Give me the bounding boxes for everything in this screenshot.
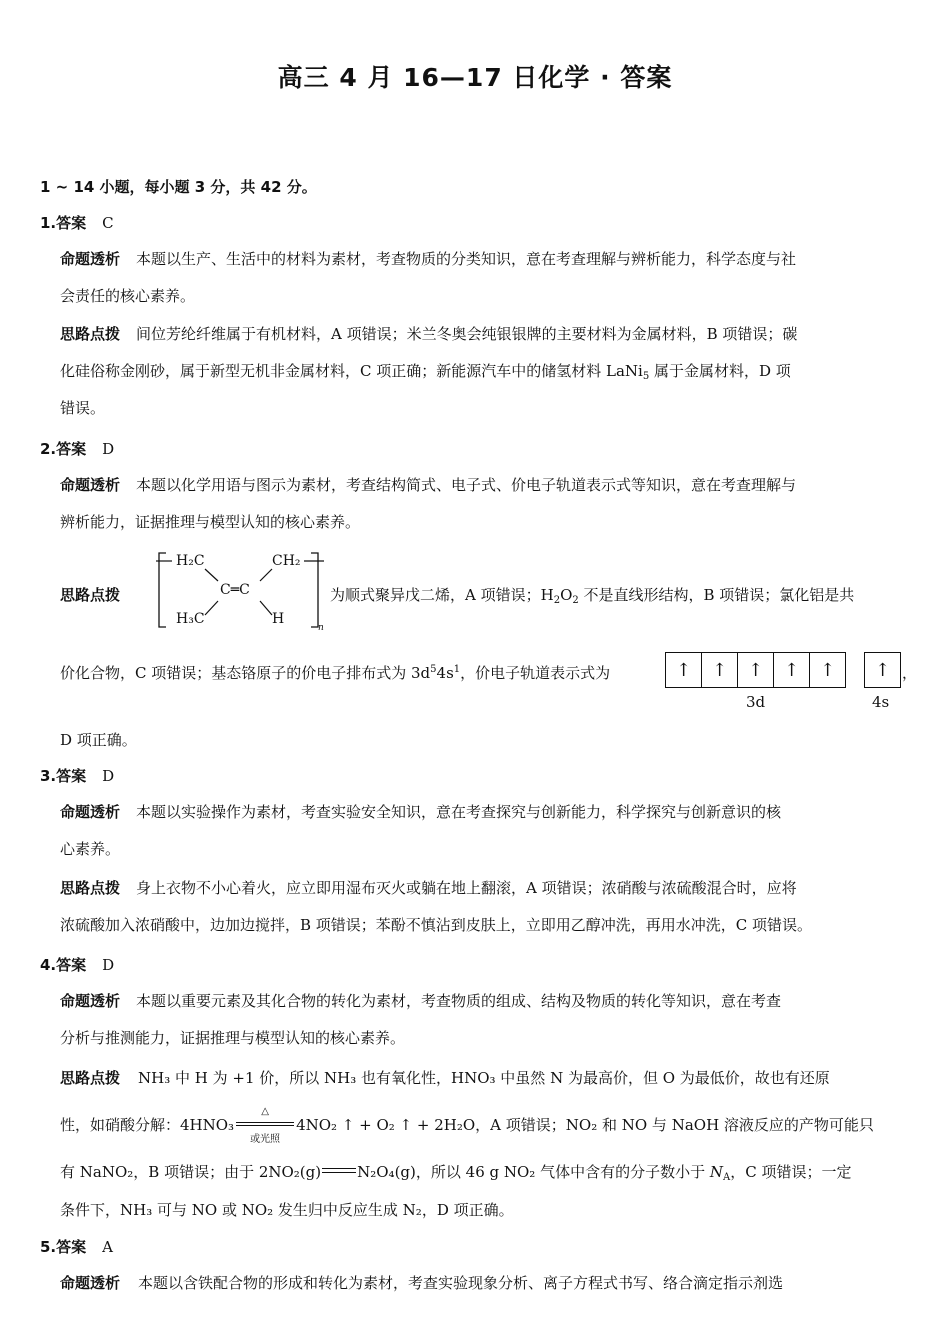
label-3d: 3d bbox=[746, 693, 766, 711]
q5-answer-label: 答案 bbox=[56, 1238, 87, 1256]
q1-hint bbox=[60, 316, 910, 427]
q3-hint-label: 思路点拨 bbox=[60, 879, 121, 897]
q4-hint-text-1: NH₃ 中 H 为 +1 价，所以 NH₃ 也有氧化性，HNO₃ 中虽然 N 为最高价，但 O 为最低价，故也有还原 bbox=[138, 1069, 830, 1087]
q2-hint-text-2a: 价化合物，C 项错误；基态铬原子的价电子排布式为 3d bbox=[60, 664, 431, 682]
q4-number: 4. bbox=[40, 956, 57, 974]
q1-answer-label: 答案 bbox=[56, 214, 87, 232]
q2-analysis-text-1: 本题以化学用语与图示为素材，考查结构简式、电子式、价电子轨道表示式等知识，意在考查理解与 bbox=[136, 476, 797, 494]
q5-answer-line bbox=[40, 1236, 113, 1257]
q4-analysis-text-2: 分析与推测能力，证据推理与模型认知的核心素养。 bbox=[60, 1029, 406, 1047]
struct-h2c: H₂C bbox=[176, 553, 205, 569]
q3-analysis-text-2: 心素养。 bbox=[60, 840, 121, 858]
q3-number: 3. bbox=[40, 767, 57, 785]
avogadro-sub: A bbox=[722, 1172, 731, 1183]
q4-hint-text-3c: ，C 项错误；一定 bbox=[730, 1163, 852, 1181]
q1-number: 1. bbox=[40, 214, 57, 232]
page-title: 高三 4 月 16—17 日化学 · 答案 bbox=[277, 63, 673, 92]
q2-hint-line-1 bbox=[330, 584, 854, 605]
polyisoprene-structure bbox=[156, 549, 326, 637]
q2-analysis bbox=[60, 467, 910, 541]
orbital-3d bbox=[665, 652, 846, 688]
q2-comma: ， bbox=[902, 664, 918, 682]
q4-hint-label: 思路点拨 bbox=[60, 1069, 121, 1087]
q1-analysis bbox=[60, 241, 910, 315]
struct-h: H bbox=[272, 611, 285, 627]
q5-number: 5. bbox=[40, 1238, 57, 1256]
q2-analysis-label: 命题透析 bbox=[60, 476, 121, 494]
orbital-3d-box: ↑ bbox=[809, 652, 846, 688]
q4-hint-text-3b: N₂O₄(g)，所以 46 g NO₂ 气体中含有的分子数小于 bbox=[357, 1163, 710, 1181]
condition-heat: △ bbox=[261, 1106, 269, 1117]
orbital-3d-box: ↑ bbox=[737, 652, 773, 688]
q4-analysis bbox=[60, 983, 910, 1057]
orbital-4s-box: ↑ bbox=[864, 652, 901, 688]
q4-hint-text-3a: 有 NaNO₂，B 项错误；由于 2NO₂(g) bbox=[60, 1163, 322, 1181]
q1-analysis-text-2: 会责任的核心素养。 bbox=[60, 287, 196, 305]
struct-double-bond: C═C bbox=[220, 582, 250, 598]
section-intro: 1 ~ 14 小题，每小题 3 分，共 42 分。 bbox=[40, 178, 317, 196]
q4-hint-line-3 bbox=[60, 1161, 851, 1182]
q2-analysis-text-2: 辨析能力，证据推理与模型认知的核心素养。 bbox=[60, 513, 361, 531]
orbital-3d-box: ↑ bbox=[701, 652, 737, 688]
q3-answer-line bbox=[40, 765, 114, 786]
q1-answer-value: C bbox=[102, 214, 114, 232]
q4-answer-line bbox=[40, 954, 114, 975]
q3-analysis-label: 命题透析 bbox=[60, 803, 121, 821]
struct-ch2: CH₂ bbox=[272, 553, 301, 569]
q2-hint-sup-5: 5 bbox=[430, 664, 437, 675]
orbital-3d-box: ↑ bbox=[773, 652, 809, 688]
q1-hint-text-2b: 属于金属材料，D 项 bbox=[649, 362, 791, 380]
q2-hint-text-3: D 项正确。 bbox=[60, 731, 137, 749]
q2-hint-text-2b: 4s bbox=[436, 664, 454, 682]
q4-analysis-text-1: 本题以重要元素及其化合物的转化为素材，考查物质的组成、结构及物质的转化等知识，意在考查 bbox=[136, 992, 782, 1010]
q3-answer-label: 答案 bbox=[56, 767, 87, 785]
q2-answer-line bbox=[40, 438, 114, 459]
q4-hint-line-2 bbox=[60, 1106, 874, 1145]
q1-hint-sub: 5 bbox=[642, 371, 650, 382]
q3-answer-value: D bbox=[102, 767, 115, 785]
orbital-3d-box: ↑ bbox=[665, 652, 701, 688]
q5-analysis-label: 命题透析 bbox=[60, 1274, 121, 1292]
q3-hint-text-1: 身上衣物不小心着火，应立即用湿布灭火或躺在地上翻滚，A 项错误；浓硝酸与浓硫酸混合时，应将 bbox=[136, 879, 797, 897]
q2-hint-text-1a: 为顺式聚异戊二烯，A 项错误；H bbox=[330, 586, 554, 604]
orbital-4s bbox=[864, 652, 901, 688]
q3-hint-text-2: 浓硫酸加入浓硝酸中，边加边搅拌，B 项错误；苯酚不慎沾到皮肤上，立即用乙醇冲洗，再用水冲洗，C 项错误。 bbox=[60, 916, 813, 934]
condition-light: 或光照 bbox=[250, 1134, 281, 1145]
q1-hint-text-1: 间位芳纶纤维属于有机材料，A 项错误；米兰冬奥会纯银银牌的主要材料为金属材料，B 项错误；碳 bbox=[136, 325, 798, 343]
q1-answer-line bbox=[40, 212, 114, 233]
q5-answer-value: A bbox=[102, 1238, 113, 1256]
q1-hint-text-3: 错误。 bbox=[60, 399, 106, 417]
q3-analysis bbox=[60, 794, 910, 868]
q4-hint-text-4: 条件下，NH₃ 可与 NO 或 NO₂ 发生归中反应生成 N₂，D 项正确。 bbox=[60, 1201, 514, 1219]
q3-hint bbox=[60, 870, 910, 944]
q4-analysis-label: 命题透析 bbox=[60, 992, 121, 1010]
avogadro-symbol: N bbox=[709, 1163, 723, 1181]
q2-hint-text-1b: O bbox=[560, 586, 573, 604]
q1-hint-label: 思路点拨 bbox=[60, 325, 121, 343]
q4-answer-label: 答案 bbox=[56, 956, 87, 974]
struct-h3c: H₃C bbox=[176, 611, 205, 627]
q4-hint-text-2b: 4NO₂ ↑ + O₂ ↑ + 2H₂O，A 项错误；NO₂ 和 NO 与 NaOH 溶液反应的产物可能只 bbox=[296, 1116, 874, 1134]
struct-n: n bbox=[318, 623, 324, 633]
q1-analysis-text-1: 本题以生产、生活中的材料为素材，考查物质的分类知识，意在考查理解与辨析能力，科学态度与社 bbox=[136, 250, 797, 268]
q2-hint-text-1c: 不是直线形结构，B 项错误；氯化铝是共 bbox=[578, 586, 855, 604]
label-4s: 4s bbox=[872, 693, 890, 711]
q3-analysis-text-1: 本题以实验操作为素材，考查实验安全知识，意在考查探究与创新能力，科学探究与创新意识的核 bbox=[136, 803, 782, 821]
q4-hint-text-2a: 性，如硝酸分解：4HNO₃ bbox=[60, 1116, 235, 1134]
q2-hint-text-2c: ，价电子轨道表示式为 bbox=[460, 664, 611, 682]
q2-hint-label: 思路点拨 bbox=[60, 586, 121, 604]
q2-hint-sub-2: 2 bbox=[572, 595, 579, 606]
q2-answer-value: D bbox=[102, 440, 115, 458]
q2-hint-sup-1: 1 bbox=[453, 664, 461, 675]
q2-answer-label: 答案 bbox=[56, 440, 87, 458]
q1-hint-text-2a: 化硅俗称金刚砂，属于新型无机非金属材料，C 项正确；新能源汽车中的储氢材料 LaNi bbox=[60, 362, 643, 380]
q5-analysis-text-1: 本题以含铁配合物的形成和转化为素材，考查实验现象分析、离子方程式书写、络合滴定指示剂选 bbox=[138, 1274, 784, 1292]
q2-hint-line-2 bbox=[60, 662, 610, 683]
q2-number: 2. bbox=[40, 440, 57, 458]
q2-hint-sub-1: 2 bbox=[553, 595, 561, 606]
reversible-arrow bbox=[322, 1165, 356, 1177]
reaction-condition-arrow bbox=[236, 1106, 294, 1145]
q4-hint-line-1 bbox=[60, 1067, 830, 1088]
q4-answer-value: D bbox=[102, 956, 115, 974]
q5-analysis bbox=[60, 1272, 783, 1293]
q1-analysis-label: 命题透析 bbox=[60, 250, 121, 268]
